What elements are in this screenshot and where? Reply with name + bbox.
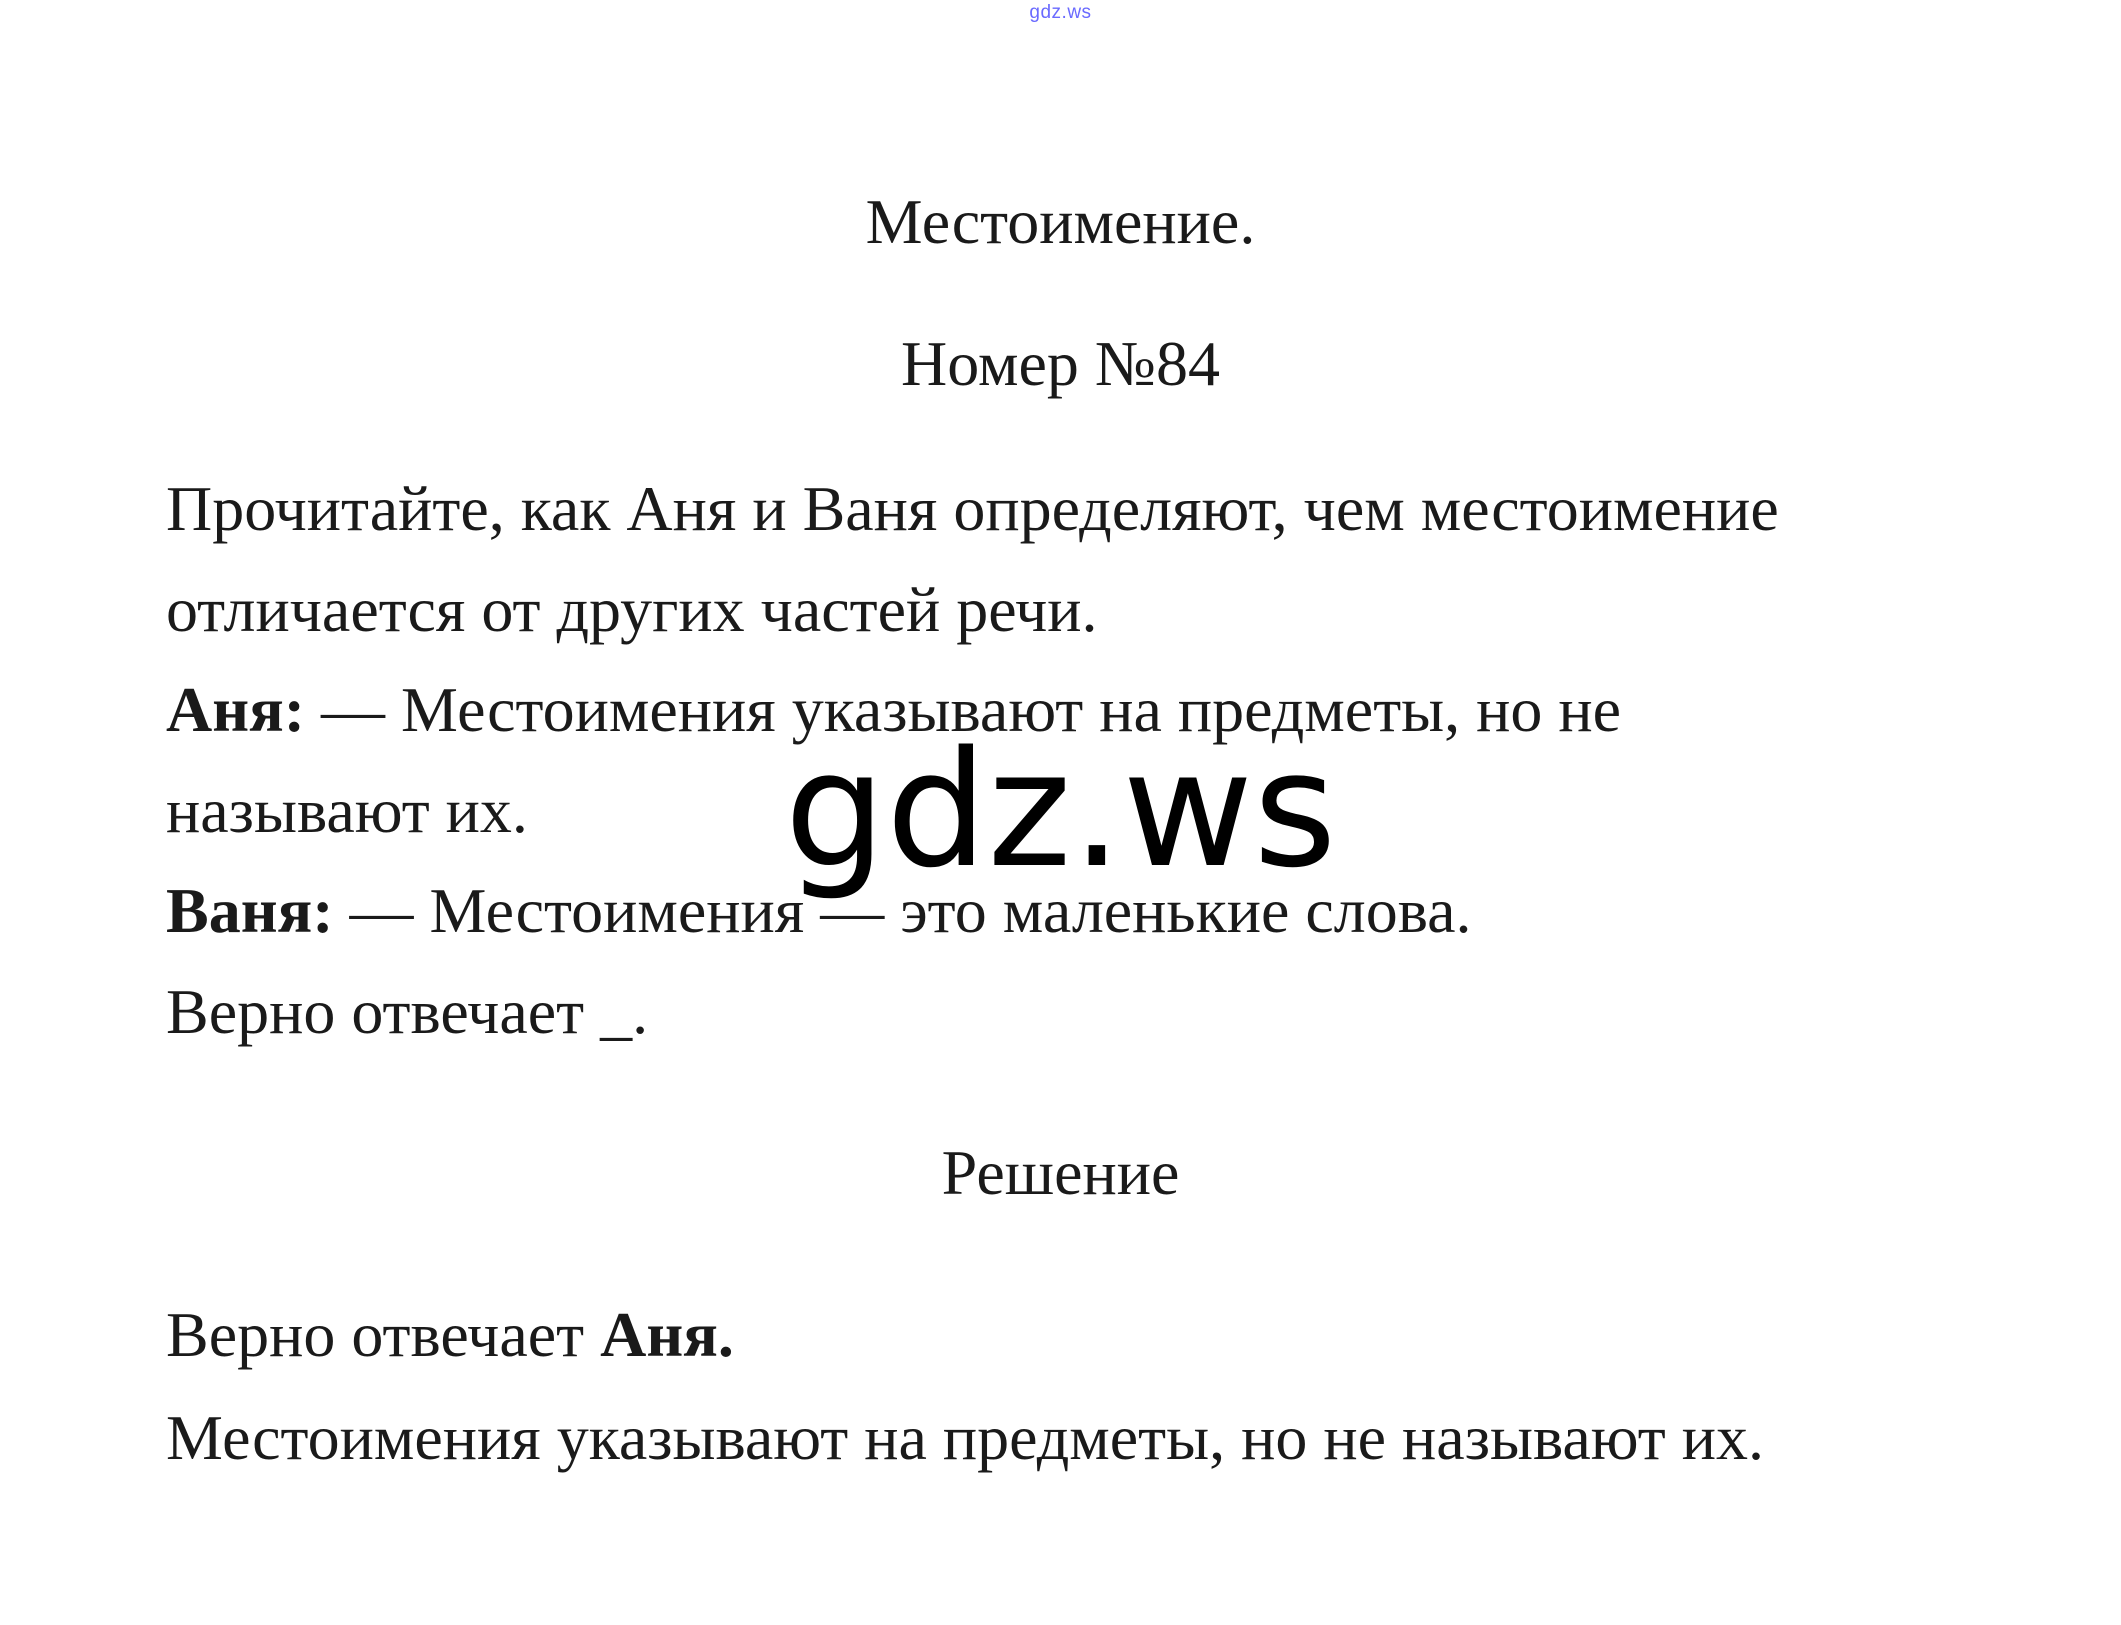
task-text-line-1: Прочитайте, как Аня и Ваня определяют, чем местоимение	[166, 473, 1779, 544]
page-title: Местоимение.	[865, 186, 1256, 257]
solution-heading: Решение	[941, 1137, 1180, 1208]
solution-explanation: Местоимения указывают на предметы, но не называют их.	[166, 1402, 1764, 1473]
task-number: Номер №84	[901, 328, 1220, 399]
task-prompt: Верно отвечает _.	[166, 976, 649, 1047]
anya-text: — Местоимения указывают на предметы, но не	[305, 674, 1622, 745]
vanya-label: Ваня:	[166, 875, 334, 946]
top-watermark: gdz.ws	[1029, 2, 1092, 23]
anya-label: Аня:	[166, 674, 306, 745]
solution-answer	[166, 1299, 734, 1370]
solution-answer-prefix: Верно отвечает	[166, 1299, 601, 1370]
vanya-text: — Местоимения — это маленькие слова.	[333, 875, 1472, 946]
anya-statement-cont: называют их.	[166, 775, 528, 846]
center-watermark: gdz.ws	[784, 716, 1337, 903]
solution-answer-name: Аня.	[600, 1299, 734, 1370]
task-text-line-2: отличается от других частей речи.	[166, 574, 1098, 645]
